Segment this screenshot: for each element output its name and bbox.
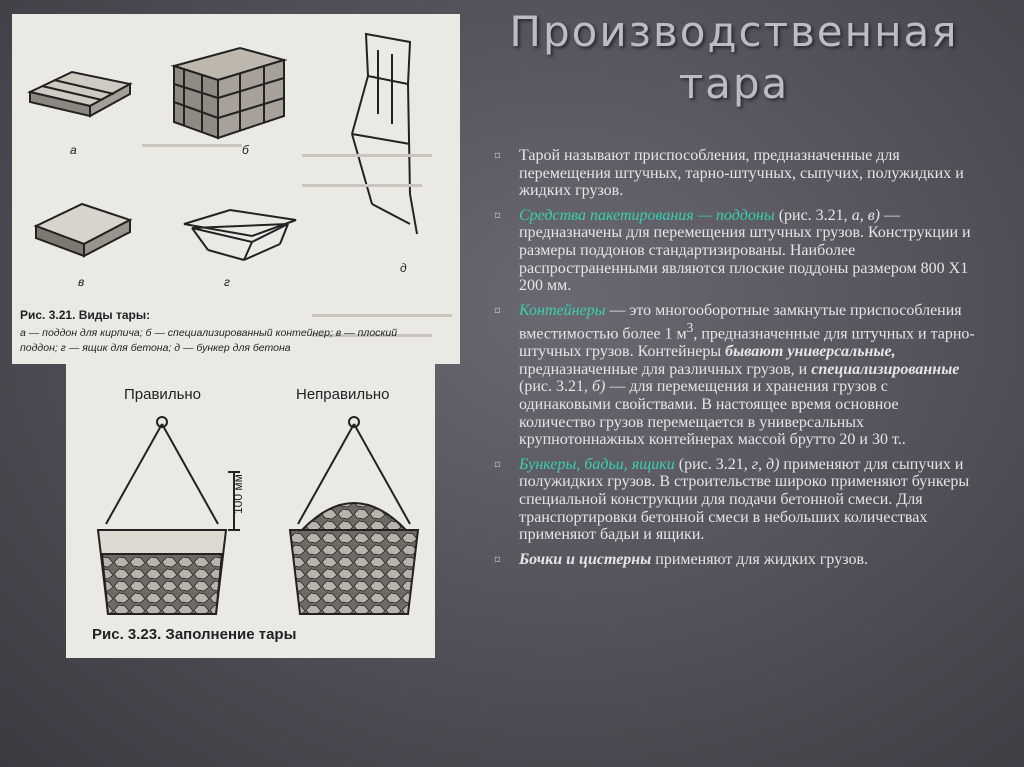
label-incorrect: Неправильно: [296, 386, 390, 403]
bullet-list: [494, 147, 976, 575]
bullet-text-italic: г, д): [751, 455, 780, 473]
label-v: в: [78, 275, 85, 289]
slide-title-line2: тара: [678, 59, 790, 108]
bullet-item: [494, 302, 976, 449]
incorrect-bucket-drawing: [290, 417, 418, 614]
figure-container-filling: [66, 364, 435, 658]
label-correct: Правильно: [124, 386, 202, 403]
bullet-text: (рис. 3.21,: [674, 455, 752, 473]
figure-container-types: [12, 14, 460, 364]
bullet-highlight: Средства пакетирования — поддоны: [519, 206, 775, 224]
bullet-highlight: Контейнеры: [519, 301, 606, 319]
pallet-drawing: [30, 72, 130, 116]
bullet-icon: ▫: [494, 304, 501, 316]
label-g: г: [224, 275, 230, 289]
figure2-caption: Рис. 3.23. Заполнение тары: [92, 626, 297, 643]
bullet-text: — предназначены для перемещения штучных грузов. Конструкции и размеры поддонов стандартизированы. Наиболее распространенными являются плоские поддоны размером 800 Х1 200 мм.: [519, 206, 971, 295]
figure1-caption-line1: а — поддон для кирпича; б — специализированный контейнер; в — плоский: [20, 327, 398, 339]
bullet-icon: ▫: [494, 553, 501, 565]
bullet-superscript: 3: [686, 320, 694, 336]
bullet-text: предназначенные для различных грузов, и: [519, 360, 812, 378]
bullet-text-bold-italic: Бочки и цистерны: [519, 550, 652, 568]
hopper-drawing: [352, 34, 417, 234]
figure-container-types-drawing: [12, 14, 460, 364]
bullet-text-italic: а, в): [851, 206, 880, 224]
bullet-text: Тарой называют приспособления, предназначенные для перемещения штучных, тарно-штучных, сыпучих, полужидких и жидких грузов.: [519, 147, 964, 200]
bullet-text-italic: б): [592, 378, 606, 396]
bullet-text: применяют для сыпучих и полужидких грузов. В строительстве широко применяют бункеры специальной конструкции для подачи бетонной смеси. Для транспортировки бетонной смеси в небольших количествах применяют бадьи и ящики.: [519, 455, 970, 544]
bullet-text-bold-italic: бывают универсальные,: [725, 343, 896, 361]
bullet-text: применяют для жидких грузов.: [651, 550, 868, 568]
bullet-item: [494, 551, 976, 569]
slide-title: [462, 6, 1006, 110]
correct-bucket-drawing: [98, 417, 240, 614]
figure1-caption-title: Рис. 3.21. Виды тары:: [20, 308, 151, 322]
bullet-text: (рис. 3.21,: [774, 206, 852, 224]
bullet-text: — для перемещения и хранения грузов с одинаковыми свойствами. В настоящее время основное количество грузов перемещается в универсальных крупнотоннажных контейнерах массой брутто 20 и 30 т..: [519, 378, 906, 449]
label-b: б: [242, 143, 249, 157]
bullet-item: [494, 207, 976, 295]
bullet-text: — это многооборотные замкнутые приспособления вместимостью более 1 м: [519, 301, 962, 343]
bullet-highlight: Бункеры, бадьи, ящики: [519, 455, 675, 473]
bullet-item: [494, 456, 976, 544]
figure-container-filling-drawing: [66, 364, 435, 658]
dimension-label: 100 мм: [231, 474, 245, 514]
bullet-text: (рис. 3.21,: [519, 378, 592, 396]
bullet-icon: ▫: [494, 209, 501, 221]
label-a: а: [70, 143, 77, 157]
bullet-icon: ▫: [494, 458, 501, 470]
bullet-icon: ▫: [494, 150, 501, 161]
bullet-text: , предназначенные для штучных и тарно-штучных грузов. Контейнеры: [519, 325, 975, 361]
concrete-box-drawing: [184, 210, 296, 260]
bullet-text-bold-italic: специализированные: [811, 360, 960, 378]
label-d: д: [400, 261, 407, 275]
bullet-item: [494, 147, 976, 200]
flat-pallet-drawing: [36, 204, 130, 256]
container-drawing: [174, 48, 284, 138]
slide-title-line1: Производственная: [509, 7, 959, 56]
figure1-caption-line2: поддон; г — ящик для бетона; д — бункер для бетона: [20, 342, 291, 354]
